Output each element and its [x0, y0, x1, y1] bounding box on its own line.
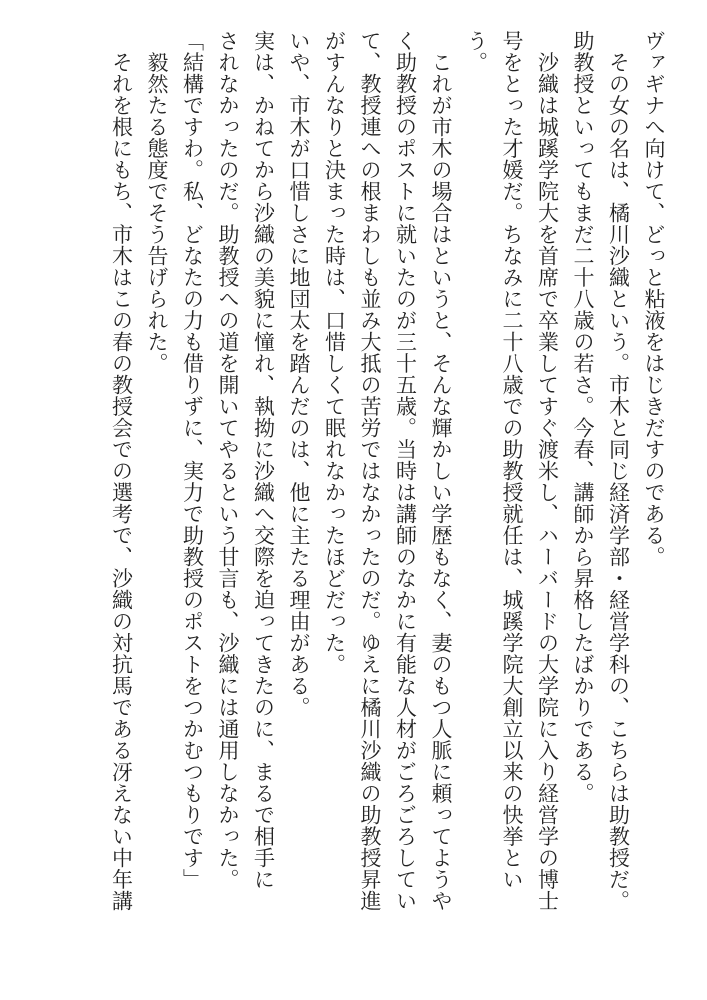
text-line: がすんなりと決まった時は、口惜しくて眠れなかったほどだった。	[322, 30, 347, 675]
text-line: く助教授のポストに就いたのが三十五歳。当時は講師のなかに有能な人材がごろごろしてい	[393, 30, 418, 912]
text-line: これが市木の場合はというと、そんな輝かしい学歴もなく、妻のもつ人脈に頼ってようや	[429, 30, 453, 912]
text-line: 助教授といってもまだ二十八歳の若さ。今春、講師から昇格したばかりである。	[571, 30, 595, 804]
vertical-text-body	[21, 30, 671, 980]
text-line: それを根にもち、市木はこの春の教授会での選考で、沙織の対抗馬である冴えない中年講	[109, 30, 134, 912]
text-line: 実は、かねてから沙織の美貌に憧れ、執拗に沙織へ交際を迫ってきたのに、まるで相手に	[251, 30, 276, 890]
text-line: いや、市木が口惜しさに地団太を踏んだのは、他に主たる理由がある。	[287, 30, 311, 718]
text-line: ヴァギナへ向けて、どっと粘液をはじきだすのである。	[642, 30, 666, 568]
text-line: その女の名は、橘川沙織という。市木と同じ経済学部・経営学科の、こちらは助教授だ。	[606, 30, 631, 912]
text-line: う。	[464, 30, 489, 73]
text-line: 沙織は城蹊学院大を首席で卒業してすぐ渡米し、ハーバードの大学院に入り経営学の博士	[535, 30, 560, 912]
text-line: されなかったのだ。助教授への道を開いてやるという甘言も、沙織には通用しなかった。	[216, 30, 240, 890]
text-line: 毅然たる態度でそう告げられた。	[145, 30, 169, 374]
text-line: 「結構ですわ。私、どなたの力も借りずに、実力で助教授のポストをつかむつもりです」	[180, 30, 205, 890]
text-line: 号をとった才媛だ。ちなみに二十八歳での助教授就任は、城蹊学院大創立以来の快挙とい	[500, 30, 524, 890]
text-line: て、教授連への根まわしも並み大抵の苦労ではなかったのだ。ゆえに橘川沙織の助教授昇進	[358, 30, 382, 912]
